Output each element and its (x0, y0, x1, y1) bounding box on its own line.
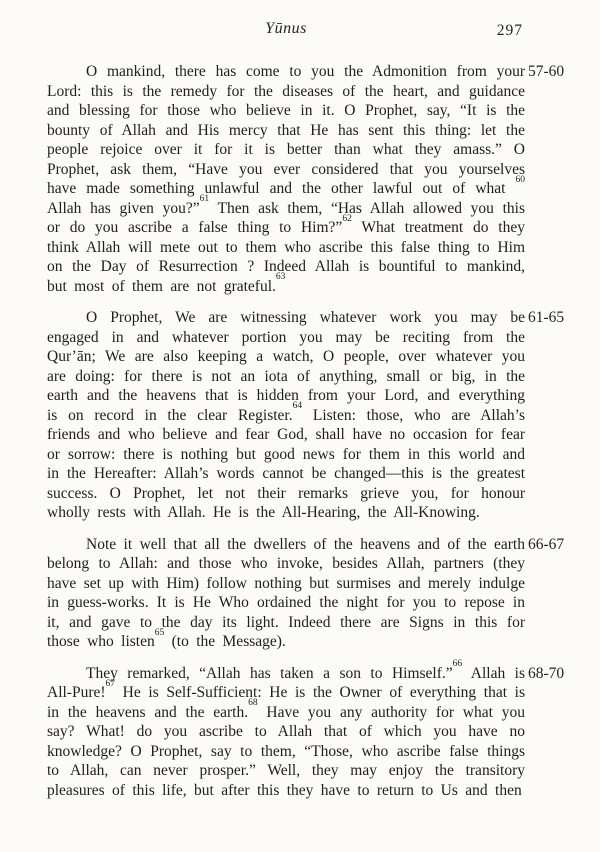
paragraph-text: O Prophet, We are witnessing whatever work you may be engaged in and whatever portion you may be reciting from the Qur’ān; We are also keeping a watch, O people, over whatever you are doing: for there is not an iota of anything, small or big, in the earth and the heavens that is hidden from your Lord, and everything is on record in the clear Register.$^{64}$ Listen: those, who are Allah’s friends and who believe and fear God, shall have no occasion for fear or sorrow: there is nothing but good news for them in this world and in the Hereafter: Allah’s words cannot be changed—this is the greatest success. O Prophet, let not their remarks grieve you, for honour wholly rests with Allah. He is the All-Hearing, the All-Knowing. (47, 309, 525, 521)
verse-paragraph (47, 535, 565, 652)
verse-ref: 57-60 (528, 63, 565, 80)
page-header (47, 20, 525, 42)
text-block (47, 62, 565, 812)
paragraph-text: They remarked, “Allah has taken a son to Himself.”$^{66}$ Allah is All-Pure!$^{67}$ He is Self-Sufficient: He is the Owner of everything that is in the heavens and the earth.$^{68}$ Have you any authority for what you say? What! do you ascribe to Allah that of which you have no knowledge? O Prophet, say to them, “Those, who ascribe false things to Allah, can never prosper.” Well, they may enjoy the transitory pleasures of this life, but after this they have to return to Us and then (47, 659, 526, 799)
verse-ref: 61-65 (528, 309, 565, 326)
verse-paragraph (47, 659, 565, 801)
page-number: 297 (496, 22, 523, 39)
verse-ref: 66-67 (528, 535, 565, 553)
running-title: Yūnus (265, 20, 307, 37)
paragraph-text: O mankind, there has come to you the Admonition from your Lord: this is the remedy for the diseases of the heart, and guidance and blessing for those who believe in it. O Prophet, say, “It is the bounty of Allah and His mercy that He has sent this thing: let the people rejoice over it for it is better than what they amass.” O Prophet, ask them, “Have you ever considered that you yourselves have made something unlawful and the other lawful out of what $^{60}$ Allah has given you?”$^{61}$ Then ask them, “Has Allah allowed you this or do you ascribe a false thing to Him?”$^{62}$ What treatment do they think Allah will mete out to them who ascribe this false thing to Him on the Day of Resurrection ? Indeed Allah is bountiful to mankind, but most of them are not grateful.$^{63}$ (47, 63, 526, 295)
verse-paragraph (47, 308, 565, 523)
verse-paragraph (47, 62, 565, 296)
verse-ref: 68-70 (528, 664, 565, 682)
paragraph-text: Note it well that all the dwellers of the heavens and of the earth belong to Allah: and those who invoke, besides Allah, partners (they have set up with Him) follow nothing but surmises and merely indulge in guess-works. It is He Who ordained the night for you to repose in it, and gave to the day its light. Indeed there are Signs in this for those who listen$^{65}$ (to the Message). (47, 535, 525, 650)
